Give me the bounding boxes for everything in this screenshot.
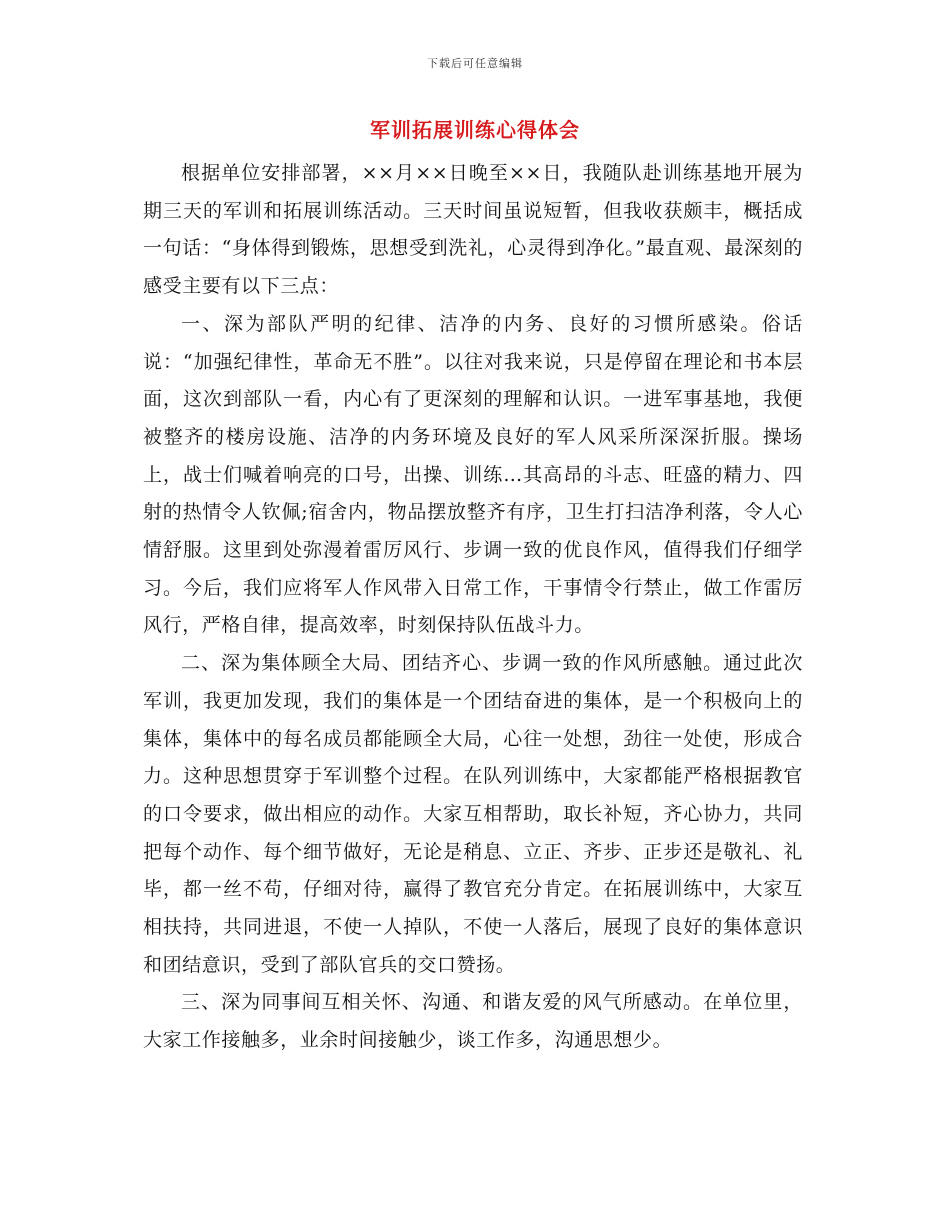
paragraph-point-3: 三、深为同事间互相关怀、沟通、和谐友爱的风气所感动。在单位里，大家工作接触多，业余时间接触少，谈工作多，沟通思想少。 <box>143 991 803 1052</box>
paragraph-point-2: 二、深为集体顾全大局、团结齐心、步调一致的作风所感触。通过此次军训，我更加发现，我们的集体是一个团结奋进的集体，是一个积极向上的集体，集体中的每名成员都能顾全大局，心往一处想，劲往一处使，形成合力。这种思想贯穿于军训整个过程。在队列训练中，大家都能严格根据教官的口令要求，做出相应的动作。大家互相帮助，取长补短，齐心协力，共同把每个动作、每个细节做好，无论是稍息、立正、齐步、正步还是敬礼、礼毕，都一丝不苟，仔细对待，赢得了教官充分肯定。在拓展训练中，大家互相扶持，共同进退，不使一人掉队，不使一人落后，展现了良好的集体意识和团结意识，受到了部队官兵的交口赞扬。 <box>143 652 803 976</box>
header-note: 下载后可任意编辑 <box>427 57 523 70</box>
document-title: 军训拓展训练心得体会 <box>370 118 580 142</box>
paragraph-intro: 根据单位安排部署，××月××日晚至××日，我随队赴训练基地开展为期三天的军训和拓展训练活动。三天时间虽说短暂，但我收获颇丰，概括成一句话：“身体得到锻炼，思想受到洗礼，心灵得到净化。”最直观、最深刻的感受主要有以下三点： <box>143 162 803 298</box>
paragraph-point-1: 一、深为部队严明的纪律、洁净的内务、良好的习惯所感染。俗话说：“加强纪律性，革命无不胜”。以往对我来说，只是停留在理论和书本层面，这次到部队一看，内心有了更深刻的理解和认识。一进军事基地，我便被整齐的楼房设施、洁净的内务环境及良好的军人风采所深深折服。操场上，战士们喊着响亮的口号，出操、训练…其高昂的斗志、旺盛的精力、四射的热情令人钦佩;宿舍内，物品摆放整齐有序，卫生打扫洁净利落，令人心情舒服。这里到处弥漫着雷厉风行、步调一致的优良作风，值得我们仔细学习。今后，我们应将军人作风带入日常工作，干事情令行禁止，做工作雷厉风行，严格自律，提高效率，时刻保持队伍战斗力。 <box>143 312 803 637</box>
document-body <box>143 155 803 1060</box>
